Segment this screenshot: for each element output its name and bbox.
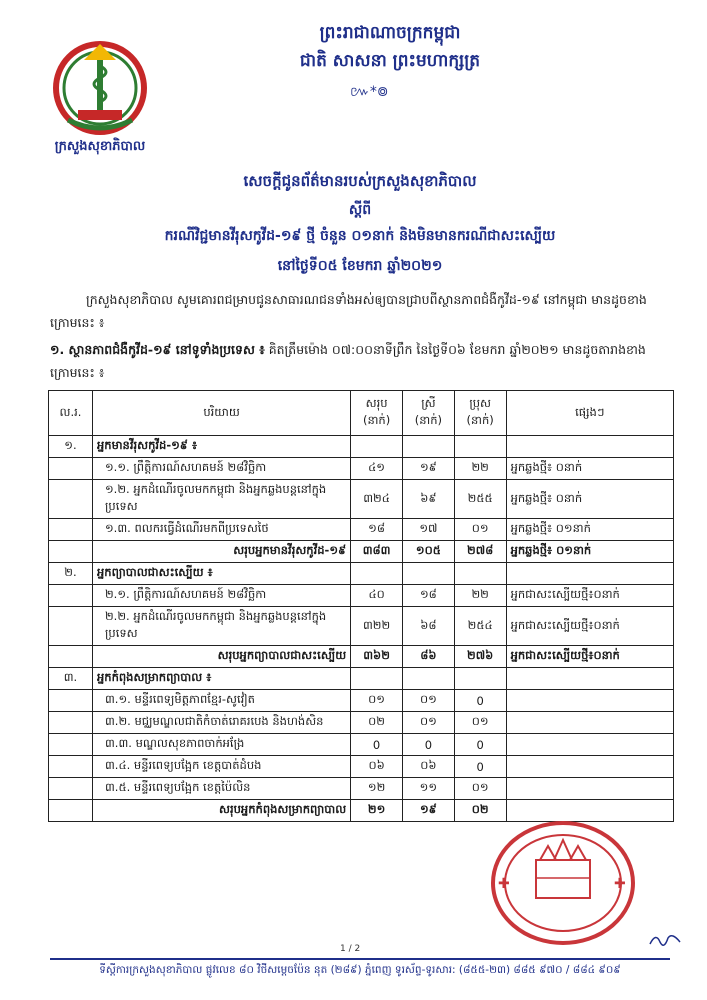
section-title: អ្នកព្យាបាលជាសះស្បើយ ៖: [92, 563, 350, 585]
table-header-row: [49, 391, 674, 436]
total-desc: សរុបអ្នកមានវីរុសកូវីដ-១៩: [92, 541, 350, 563]
table-row: [49, 480, 674, 519]
section1-heading: ១. ស្ថានភាពជំងឺកូវីដ-១៩ នៅទូទាំងប្រទេស ៖: [50, 342, 265, 357]
table-row: [49, 563, 674, 585]
row-female: 0: [403, 734, 455, 756]
total-female: ១៩: [403, 800, 455, 822]
row-number: ៣.: [49, 668, 93, 690]
row-male: ២៥៤: [454, 607, 506, 646]
total-male: ២៧៦: [454, 646, 506, 668]
footer-address: ទីស្តីការក្រសួងសុខាភិបាល ផ្លូវលេខ ៨០ វិថីសម្តេចប៉ែន នុត (២៨៩) ភ្នំពេញ ទូរស័ព្ទ-ទូរសារ: (៨៥៥-២៣) ៨៨៥ ៩៧០ / ៨៨៤ ៩០៩: [99, 964, 621, 976]
row-male: ០១: [454, 712, 506, 734]
footer-divider: [50, 958, 670, 960]
row-number: ២.: [49, 563, 93, 585]
row-female: ៦៨: [403, 607, 455, 646]
row-total: ១៨: [351, 519, 403, 541]
signature-mark: [648, 932, 682, 948]
col-header-total: សរុប (នាក់): [351, 391, 403, 436]
row-female: ១៧: [403, 519, 455, 541]
row-female: ០១: [403, 712, 455, 734]
row-male: 0: [454, 690, 506, 712]
col-header-male: ប្រុស (នាក់): [454, 391, 506, 436]
row-total: ៣២៤: [351, 480, 403, 519]
total-total: ២១: [351, 800, 403, 822]
col-header-desc: បរិយាយ: [92, 391, 350, 436]
total-total: ៣៦២: [351, 646, 403, 668]
table-row: [49, 436, 674, 458]
table-total-row: [49, 646, 674, 668]
row-male: 0: [454, 734, 506, 756]
row-male: ២៥៥: [454, 480, 506, 519]
row-total: ៣២២: [351, 607, 403, 646]
row-desc: ៣.៤. មន្ទីរពេទ្យបង្អែក ខេត្តបាត់ដំបង: [92, 756, 350, 778]
row-total: ០៦: [351, 756, 403, 778]
total-desc: សរុបអ្នកកំពុងសម្រាកព្យាបាល: [92, 800, 350, 822]
row-total: ៤១: [351, 458, 403, 480]
col-header-no: ល.រ.: [49, 391, 93, 436]
document-subject: ករណីវិជ្ជមានវីរុសកូវីដ-១៩ ថ្មី ចំនួន ០១នាក់ និងមិនមានករណីជាសះស្បើយ: [164, 228, 556, 244]
row-male: ២២: [454, 585, 506, 607]
document-date: នៅថ្ងៃទី០៥ ខែមករា ឆ្នាំ២០២១: [277, 258, 443, 274]
table-row: [49, 458, 674, 480]
row-remark: អ្នកឆ្លងថ្មី៖ ០នាក់: [506, 480, 673, 519]
row-remark: អ្នកជាសះស្បើយថ្មី៖០នាក់: [506, 607, 673, 646]
table-total-row: [49, 541, 674, 563]
total-remark: អ្នកឆ្លងថ្មី៖ ០១នាក់: [506, 541, 673, 563]
table-row: [49, 519, 674, 541]
section-title: អ្នកកំពុងសម្រាកព្យាបាល ៖: [92, 668, 350, 690]
row-desc: ៣.២. មជ្ឈមណ្ឌលជាតិកំចាត់រោគរបេង និងហង់សិន: [92, 712, 350, 734]
table-row: [49, 690, 674, 712]
intro-paragraph: ក្រសួងសុខាភិបាល សូមគោរពជម្រាបជូនសាធារណជនទាំងអស់ឲ្យបានជ្រាបពីស្ថានភាពជំងឺកូវីដ-១៩ នៅកម្ពុជា មានដូចខាងក្រោមនេះ ៖: [50, 292, 647, 330]
row-desc: ៣.៥. មន្ទីរពេទ្យបង្អែក ខេត្តប៉ៃលិន: [92, 778, 350, 800]
total-female: ៨៦: [403, 646, 455, 668]
table-row: [49, 712, 674, 734]
row-remark: អ្នកឆ្លងថ្មី៖ ០នាក់: [506, 458, 673, 480]
total-female: ១០៥: [403, 541, 455, 563]
row-total: ៤០: [351, 585, 403, 607]
row-female: ៦៩: [403, 480, 455, 519]
col-header-remark: ផ្សេងៗ: [506, 391, 673, 436]
kingdom-motto-line2: ជាតិ សាសនា ព្រះមហាក្សត្រ: [299, 51, 481, 71]
table-row: [49, 607, 674, 646]
table-row: [49, 585, 674, 607]
row-male: ២២: [454, 458, 506, 480]
total-remark: អ្នកជាសះស្បើយថ្មី៖០នាក់: [506, 646, 673, 668]
ministry-caption: ក្រសួងសុខាភិបាល: [54, 139, 146, 154]
ministry-logo: [48, 32, 152, 144]
section1-text: គិតត្រឹមម៉ោង ០៧:០០នាទីព្រឹក នៃថ្ងៃទី០៦ ខែមករា ឆ្នាំ២០២១ មានដូចតារាងខាងក្រោមនេះ ៖: [50, 342, 646, 380]
row-remark: អ្នកជាសះស្បើយថ្មី៖០នាក់: [506, 585, 673, 607]
row-total: ០២: [351, 712, 403, 734]
row-female: ១១: [403, 778, 455, 800]
table-row: [49, 734, 674, 756]
covid-stats-table: [48, 390, 674, 822]
row-male: 0: [454, 756, 506, 778]
row-female: ១៨: [403, 585, 455, 607]
ornament-glyph: ៚*៙: [350, 84, 389, 100]
row-remark: អ្នកឆ្លងថ្មី៖ ០១នាក់: [506, 519, 673, 541]
row-female: ០៦: [403, 756, 455, 778]
row-total: ១២: [351, 778, 403, 800]
section-title: អ្នកមានវីរុសកូវីដ-១៩ ៖: [92, 436, 350, 458]
row-female: ០១: [403, 690, 455, 712]
kingdom-motto-line1: ព្រះរាជាណាចក្រកម្ពុជា: [319, 23, 461, 43]
row-number: ១.: [49, 436, 93, 458]
row-desc: ២.១. ព្រឹត្តិការណ៍សហគមន៍ ២៨វិច្ឆិកា: [92, 585, 350, 607]
total-total: ៣៨៣: [351, 541, 403, 563]
svg-text:✚: ✚: [614, 876, 626, 892]
table-row: [49, 778, 674, 800]
total-desc: សរុបអ្នកព្យាបាលជាសះស្បើយ: [92, 646, 350, 668]
col-header-female: ស្រី (នាក់): [403, 391, 455, 436]
row-total: ០១: [351, 690, 403, 712]
total-male: ២៧៨: [454, 541, 506, 563]
page-number: 1 / 2: [340, 944, 361, 954]
total-male: ០២: [454, 800, 506, 822]
document-subtitle-about: ស្តីពី: [348, 202, 372, 218]
svg-text:✚: ✚: [498, 876, 510, 892]
official-stamp: [488, 818, 638, 948]
row-total: 0: [351, 734, 403, 756]
row-female: ១៩: [403, 458, 455, 480]
row-desc: ១.៣. ពលករធ្វើដំណើរមកពីប្រទេសថៃ: [92, 519, 350, 541]
table-row: [49, 668, 674, 690]
row-desc: ៣.១. មន្ទីរពេទ្យមិត្តភាពខ្មែរ-សូវៀត: [92, 690, 350, 712]
row-desc: ១.១. ព្រឹត្តិការណ៍សហគមន៍ ២៨វិច្ឆិកា: [92, 458, 350, 480]
section1-paragraph: [50, 338, 670, 384]
row-desc: ១.២. អ្នកដំណើរចូលមកកម្ពុជា និងអ្នកឆ្លងបន្តនៅក្នុងប្រទេស: [92, 480, 350, 519]
row-desc: ២.២. អ្នកដំណើរចូលមកកម្ពុជា និងអ្នកឆ្លងបន្តនៅក្នុងប្រទេស: [92, 607, 350, 646]
row-male: ០១: [454, 778, 506, 800]
table-row: [49, 756, 674, 778]
row-desc: ៣.៣. មណ្ឌលសុខភាពចាក់អង្រែ: [92, 734, 350, 756]
row-male: ០១: [454, 519, 506, 541]
document-title: សេចក្តីជូនព័ត៌មានរបស់ក្រសួងសុខាភិបាល: [243, 172, 477, 190]
